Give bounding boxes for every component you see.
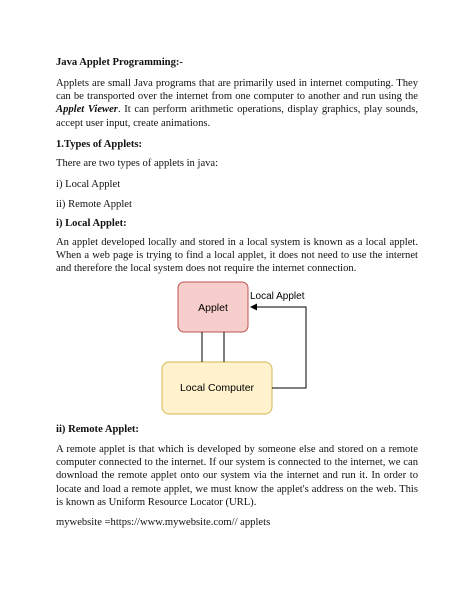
intro-text-start: Applets are small Java programs that are primarily used in internet computing. They can be transported over the internet from one computer to another and run using the [56,78,418,103]
local-applet-heading: i) Local Applet: [56,218,127,229]
applet-box-label: Applet [198,302,228,314]
intro-paragraph [56,77,418,130]
local-applet-paragraph: An applet developed locally and stored in a local system is known as a local applet. When a web page is trying to find a local applet, it does not need to use the internet and therefore the local system does not require the internet connection. [56,237,418,275]
page-heading: Java Applet Programming:- [56,57,183,68]
intro-text-end: . It can perform arithmetic operations, display graphics, play sounds, accept user input, create animations. [56,104,418,129]
type-remote-item: ii) Remote Applet [56,199,132,210]
types-intro: There are two types of applets in java: [56,158,219,169]
remote-applet-paragraph: A remote applet is that which is developed by someone else and stored on a remote computer connected to the internet. If our system is connected to the internet, we can download the remote applet onto our system via the internet and run it. In order to locate and load a remote applet, we must know the applet's address on the web. This is known as Uniform Resource Locator (URL). [56,444,418,508]
local-applet-arrow-label: Local Applet [250,291,305,302]
types-heading: 1.Types of Applets: [56,139,143,150]
remote-applet-heading: ii) Remote Applet: [56,424,139,435]
example-url: mywebsite =https://www.mywebsite.com// applets [56,517,271,528]
applet-viewer-emphasis: Applet Viewer [56,104,118,116]
local-computer-box-label: Local Computer [179,382,255,394]
local-applet-diagram [150,280,330,420]
type-local-item: i) Local Applet [56,179,121,190]
